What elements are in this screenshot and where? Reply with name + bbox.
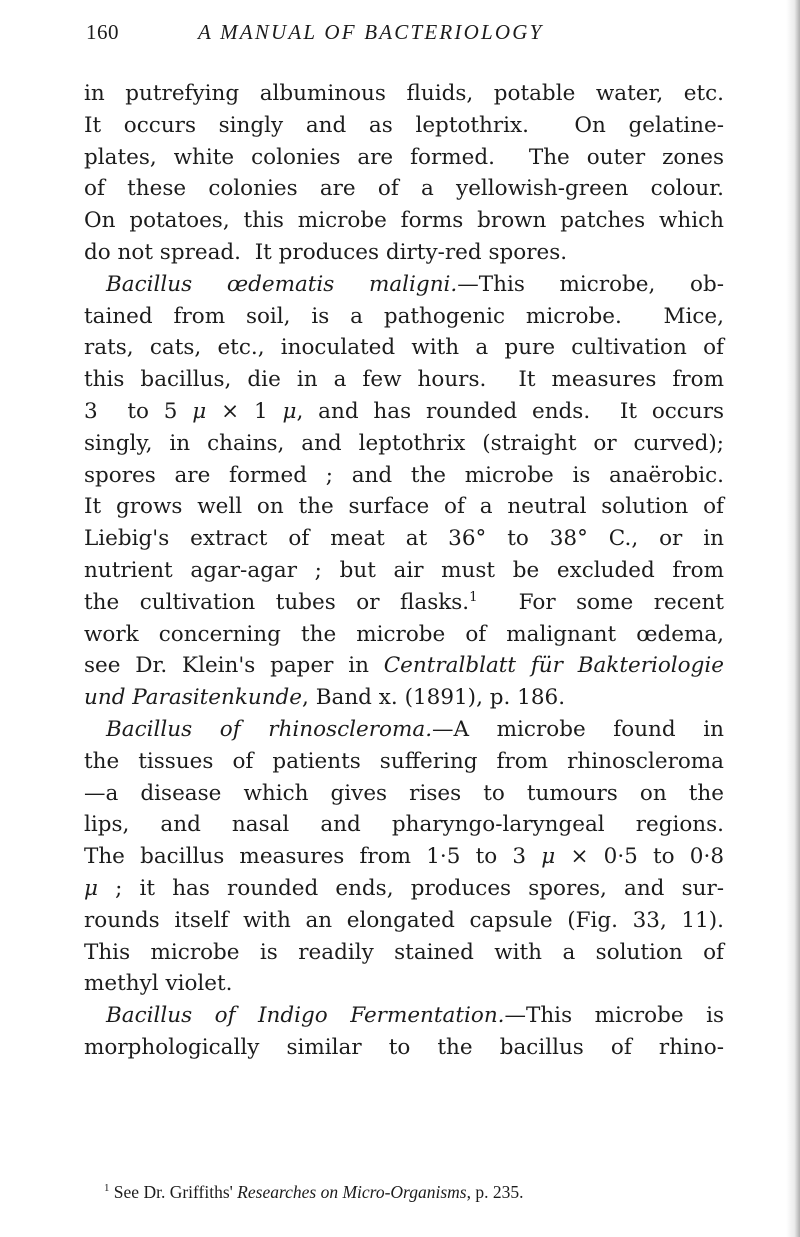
italic-text: Centralblatt für Bakteriologie <box>383 653 724 679</box>
italic-text: μ <box>84 875 98 901</box>
text-run: On potatoes, this microbe forms brown patches which <box>84 208 724 234</box>
footnote <box>104 1181 714 1203</box>
text-run: , Band x. (1891), p. 186. <box>302 685 566 711</box>
footnote-text-before: See Dr. Griffiths' <box>109 1182 238 1202</box>
text-line <box>84 173 724 205</box>
text-run: singly, in chains, and leptothrix (straight or curved); <box>84 430 724 456</box>
text-line <box>84 142 724 174</box>
text-run: lips, and nasal and pharyngo-laryngeal regions. <box>84 812 724 838</box>
text-run: the tissues of patients suffering from rhinoscleroma <box>84 748 724 774</box>
text-line <box>84 237 724 269</box>
text-run: morphologically similar to the bacillus of rhino- <box>84 1034 724 1060</box>
text-run: tained from soil, is a pathogenic microbe. Mice, <box>84 303 724 329</box>
text-line <box>84 809 724 841</box>
text-run: It grows well on the surface of a neutral solution of <box>84 494 724 520</box>
text-run: rats, cats, etc., inoculated with a pure cultivation of <box>84 335 724 361</box>
text-line <box>84 1000 724 1032</box>
text-run: 3 to 5 <box>84 398 193 424</box>
text-run: For some recent <box>477 589 724 615</box>
text-line <box>84 332 724 364</box>
text-line <box>84 460 724 492</box>
italic-text: μ <box>282 398 297 424</box>
text-run: work concerning the microbe of malignant œdema, <box>84 621 724 647</box>
text-line <box>84 110 724 142</box>
text-run: spores are formed ; and the microbe is anaërobic. <box>84 462 724 488</box>
text-run: in putrefying albuminous fluids, potable water, etc. <box>84 81 724 106</box>
text-run: × 1 <box>206 398 283 424</box>
text-run: plates, white colonies are formed. The outer zones <box>84 144 724 170</box>
text-line <box>84 396 724 428</box>
text-line <box>84 619 724 651</box>
italic-text: Bacillus of Indigo Fermentation. <box>106 1003 505 1029</box>
text-line <box>84 523 724 555</box>
book-title: A MANUAL OF BACTERIOLOGY <box>198 20 544 44</box>
text-line <box>84 205 724 237</box>
text-line <box>84 364 724 396</box>
text-line <box>84 1032 724 1064</box>
text-line <box>84 841 724 873</box>
text-line <box>84 714 724 746</box>
text-run: —A microbe found in <box>432 716 724 742</box>
footnote-marker: 1 <box>104 1182 110 1195</box>
text-line <box>84 78 724 110</box>
body-text <box>84 78 724 1064</box>
text-line <box>84 269 724 301</box>
text-line <box>84 301 724 333</box>
text-line <box>84 905 724 937</box>
text-run: × 0·5 to 0·8 <box>555 844 725 870</box>
text-line <box>84 746 724 778</box>
footnote-reference: 1 <box>469 589 478 605</box>
footnote-cited-title: Researches on Micro-Organisms <box>237 1182 467 1202</box>
running-head <box>86 20 706 54</box>
italic-text: und Parasitenkunde <box>84 685 303 711</box>
text-line <box>84 428 724 460</box>
footnote-text-after: , p. 235. <box>466 1182 524 1202</box>
italic-text: Bacillus of rhinoscleroma. <box>106 716 433 742</box>
text-run: do not spread. It produces dirty-red spores. <box>84 239 568 265</box>
text-line <box>84 650 724 682</box>
text-run: , and has rounded ends. It occurs <box>296 398 724 424</box>
text-line <box>84 937 724 969</box>
text-run: see Dr. Klein's paper in <box>84 653 384 679</box>
text-run: The bacillus measures from 1·5 to 3 <box>84 844 542 870</box>
italic-text: μ <box>192 398 207 424</box>
text-run: of these colonies are of a yellowish-green colour. <box>84 176 724 202</box>
italic-text: Bacillus œdematis maligni. <box>106 271 458 297</box>
text-line <box>84 873 724 905</box>
text-run: —This microbe is <box>504 1003 724 1029</box>
text-run: methyl violet. <box>84 971 233 997</box>
text-line <box>84 491 724 523</box>
text-line <box>84 682 724 714</box>
page-number: 160 <box>86 20 119 44</box>
text-run: —a disease which gives rises to tumours on the <box>84 780 724 806</box>
italic-text: μ <box>541 844 556 870</box>
text-run: This microbe is readily stained with a solution of <box>84 939 724 965</box>
text-run: rounds itself with an elongated capsule (Fig. 33, 11). <box>84 907 724 933</box>
text-line <box>84 555 724 587</box>
text-run: —This microbe, ob- <box>457 271 724 297</box>
text-run: nutrient agar-agar ; but air must be excluded from <box>84 557 724 583</box>
text-run: this bacillus, die in a few hours. It measures from <box>84 367 724 393</box>
text-run: It occurs singly and as leptothrix. On gelatine- <box>84 112 724 138</box>
text-line <box>84 587 724 619</box>
text-line <box>84 968 724 1000</box>
page-edge-shadow <box>786 0 800 1237</box>
text-run: ; it has rounded ends, produces spores, and sur- <box>97 875 724 901</box>
text-run: Liebig's extract of meat at 36° to 38° C., or in <box>84 526 724 552</box>
text-line <box>84 778 724 810</box>
text-run: the cultivation tubes or flasks. <box>84 589 470 615</box>
